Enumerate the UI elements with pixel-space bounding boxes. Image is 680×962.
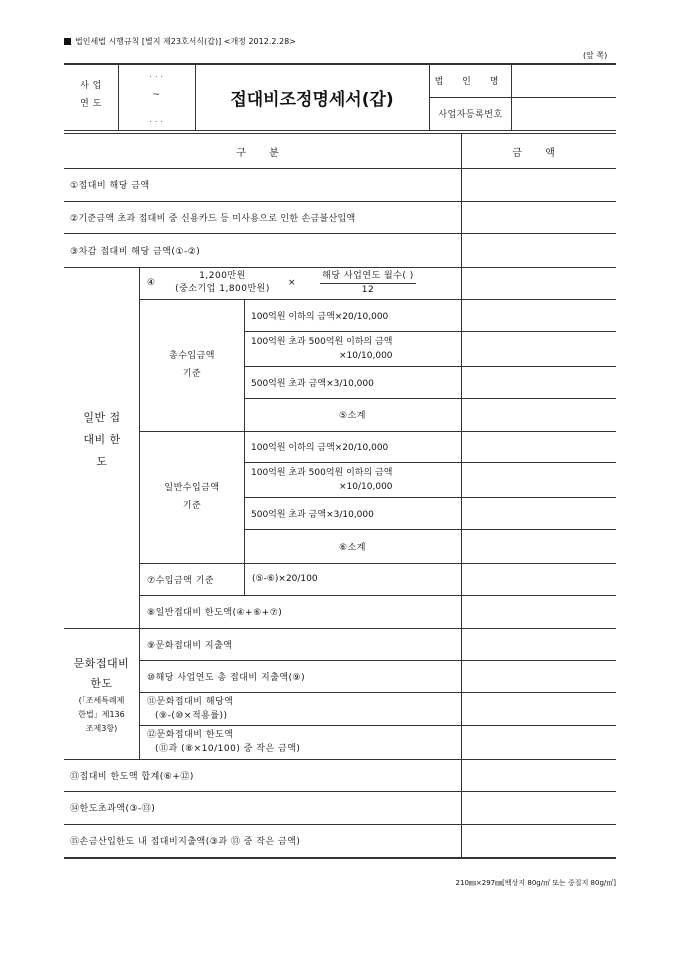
amount-field-row-15[interactable]	[462, 825, 616, 857]
amount-field-subtotal-5[interactable]	[462, 399, 616, 431]
total-income-basis-text: 총수입금액 기준	[169, 351, 215, 379]
amount-field-subtotal-6[interactable]	[462, 530, 616, 563]
row-15-label: ⑮손금산입한도 내 접대비지출액(③과 ⑬ 중 작은 금액)	[70, 837, 301, 847]
general-limit-group-label: 일반 접대비 한도	[83, 411, 121, 468]
reg-no-label: 사업자등록번호	[438, 110, 503, 120]
culture-limit-group-label	[64, 640, 139, 750]
row-7-label: ⑦수입금액 기준	[147, 575, 215, 586]
row-4-number: ④	[147, 278, 156, 288]
row-9-label: ⑨문화접대비 지출액	[147, 640, 233, 651]
total-income-basis-label	[140, 330, 244, 400]
general-income-tier-3: 500억원 초과 금액×3/10,000	[251, 509, 374, 520]
row-13-label: ⑬접대비 한도액 합계(⑥+⑫)	[70, 771, 194, 782]
form-reference: 법인세법 시행규칙 [별지 제23호서식(갑)] <개정 2012.2.28>	[75, 37, 296, 46]
total-income-tier-2-line1: 100억원 초과 500억원 이하의 금액	[251, 336, 393, 347]
row-11-line2: (⑨-(⑩×적용률))	[155, 710, 228, 721]
general-income-tier-1: 100억원 이하의 금액×20/10,000	[251, 443, 389, 453]
row-4-base-amount: 1,200만원	[199, 271, 246, 281]
row-11-line1: ⑪문화접대비 해당액	[147, 696, 234, 707]
row-2-label: ②기준금액 초과 접대비 중 신용카드 등 미사용으로 인한 손금불산입액	[70, 213, 356, 224]
col-header-amount: 금 액	[512, 147, 565, 159]
subtotal-5: ⑤소계	[339, 411, 366, 421]
group-column-divider-general	[139, 267, 140, 628]
row-4-sme-amount: (중소기업 1,800만원)	[175, 284, 270, 294]
business-year-label-line1: 사 업	[80, 81, 102, 91]
year-dots-bottom: . . .	[149, 116, 164, 124]
col-header-category: 구 분	[236, 147, 289, 159]
business-year-label	[64, 72, 118, 118]
total-income-tier-1: 100억원 이하의 금액×20/10,000	[251, 311, 389, 322]
general-income-tier-2	[247, 462, 463, 497]
general-income-basis-label	[140, 462, 244, 532]
amount-field-row-3[interactable]	[462, 234, 616, 267]
amount-field-row-8[interactable]	[462, 596, 616, 628]
page-side-label: (앞 쪽)	[583, 51, 608, 60]
square-bullet-icon	[64, 38, 71, 45]
corp-name-label: 법 인 명	[434, 77, 507, 87]
amount-field-row-4[interactable]	[462, 268, 616, 299]
general-income-basis-text: 일반수입금액 기준	[164, 483, 220, 511]
row-7-formula: (⑤-⑥)×20/100	[252, 574, 318, 584]
form-title: 접대비조정명세서(갑)	[230, 89, 394, 110]
year-tilde: ~	[152, 90, 161, 100]
general-income-tier-2-line1: 100억원 초과 500억원 이하의 금액	[251, 467, 393, 478]
culture-group-line5: 조제3항)	[85, 724, 118, 733]
row-4-times-sign: ×	[287, 278, 297, 288]
paper-spec-footer: 210㎜×297㎜[백상지 80g/㎡ 또는 중질지 80g/㎡]	[455, 879, 616, 887]
row-11-label	[143, 692, 461, 725]
row-4-fraction-numerator: 해당 사업연도 월수( )	[320, 270, 416, 284]
row-12-line1: ⑫문화접대비 한도액	[147, 730, 234, 740]
group-column-divider-culture	[139, 628, 140, 759]
total-income-tier-3: 500억원 초과 금액×3/10,000	[251, 378, 374, 389]
row-4-amount-base	[160, 267, 285, 299]
culture-group-line4: 한법」제136	[78, 710, 125, 719]
table-bottom	[64, 857, 616, 859]
amount-field-row-2[interactable]	[462, 202, 616, 233]
row-8-label: ⑧일반접대비 한도액(④+⑥+⑦)	[147, 608, 283, 618]
form-header-note	[64, 36, 296, 47]
subtotal-6: ⑥소계	[339, 542, 366, 553]
general-income-tier-2-line2: ×10/10,000	[339, 481, 393, 492]
top-block-bottom-border	[64, 130, 616, 131]
row-4-fraction-denominator: 12	[361, 284, 375, 295]
row-4-fraction	[302, 267, 434, 299]
reg-no-field[interactable]	[512, 97, 616, 130]
total-income-tier-2	[247, 331, 463, 366]
year-dots-top: . . .	[149, 71, 164, 79]
corp-name-field[interactable]	[512, 64, 616, 97]
row-12-line2: (⑪과 (⑧×10/100) 중 작은 금액)	[155, 744, 301, 754]
row-3-label: ③차감 접대비 해당 금액(①-②)	[70, 246, 201, 257]
business-year-label-line2: 연 도	[80, 99, 102, 109]
amount-field-row-1[interactable]	[462, 169, 616, 201]
row-10-label: ⑩해당 사업연도 총 접대비 지출액(⑨)	[147, 672, 306, 683]
culture-group-line2: 한도	[90, 677, 113, 690]
row-12-label	[143, 725, 461, 759]
amount-field-row-13[interactable]	[462, 760, 616, 791]
row-14-label: ⑭한도초과액(③-⑬)	[70, 804, 156, 814]
culture-group-line3: (「조세특례제	[78, 696, 125, 705]
total-income-tier-2-line2: ×10/10,000	[339, 350, 393, 361]
row-1-label: ①접대비 해당 금액	[70, 181, 150, 191]
culture-group-line1: 문화접대비	[73, 657, 130, 670]
